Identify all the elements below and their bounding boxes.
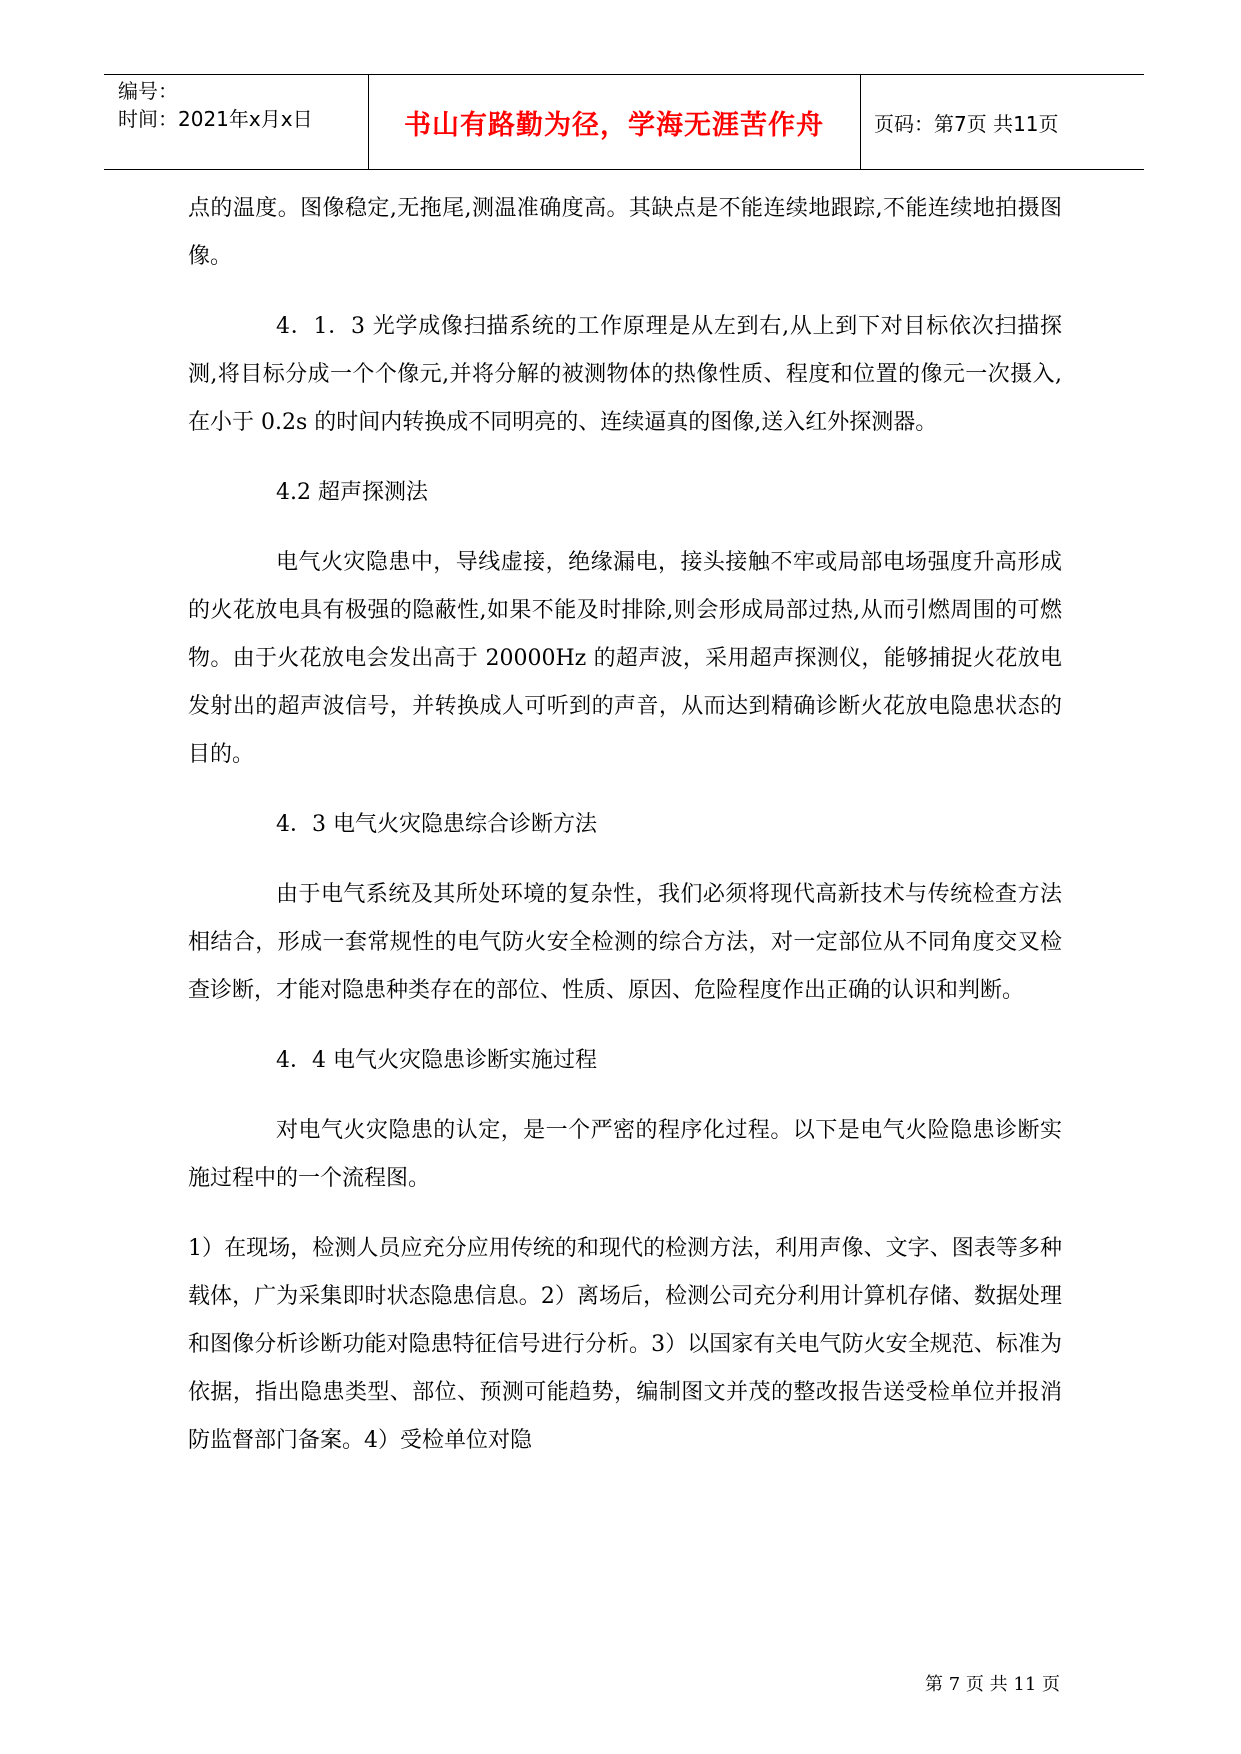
section-heading: 4．3 电气火灾隐患综合诊断方法: [276, 812, 597, 837]
paragraph: 点的温度。图像稳定,无拖尾,测温准确度高。其缺点是不能连续地跟踪,不能连续地拍摄图像。: [188, 196, 1062, 269]
paragraph: 对电气火灾隐患的认定，是一个严密的程序化过程。以下是电气火险隐患诊断实施过程中的一个流程图。: [188, 1118, 1062, 1191]
paragraph: 由于电气系统及其所处环境的复杂性，我们必须将现代高新技术与传统检查方法相结合，形成一套常规性的电气防火安全检测的综合方法，对一定部位从不同角度交叉检查诊断，才能对隐患种类存在的部位、性质、原因、危险程度作出正确的认识和判断。: [188, 882, 1062, 1003]
paragraph: 1）在现场，检测人员应充分应用传统的和现代的检测方法，利用声像、文字、图表等多种载体，广为采集即时状态隐患信息。2）离场后，检测公司充分利用计算机存储、数据处理和图像分析诊断功能对隐患特征信号进行分析。3）以国家有关电气防火安全规范、标准为依据，指出隐患类型、部位、预测可能趋势，编制图文并茂的整改报告送受检单位并报消防监督部门备案。4）受检单位对隐: [188, 1236, 1062, 1453]
paragraph: 电气火灾隐患中，导线虚接，绝缘漏电，接头接触不牢或局部电场强度升高形成的火花放电具有极强的隐蔽性,如果不能及时排除,则会形成局部过热,从而引燃周围的可燃物。由于火花放电会发出高于 20000Hz 的超声波，采用超声探测仪，能够捕捉火花放电发射出的超声波信号，并转换成人可听到的声音，从而达到精确诊断火花放电隐患状态的目的。: [188, 550, 1062, 767]
document-number: 编号：: [118, 79, 178, 103]
header-page-info: 页码：第7页 共11页: [874, 111, 1059, 136]
section-heading: 4.2 超声探测法: [276, 480, 428, 505]
header-meta: [118, 77, 313, 133]
document-header: [104, 74, 1144, 170]
document-time: 时间：2021年x月x日: [118, 107, 313, 131]
section-heading: 4．4 电气火灾隐患诊断实施过程: [276, 1048, 597, 1073]
header-motto: 书山有路勤为径，学海无涯苦作舟: [404, 109, 824, 141]
document-body: [188, 185, 1062, 1465]
header-divider: [860, 75, 861, 169]
paragraph: 4．1．3 光学成像扫描系统的工作原理是从左到右,从上到下对目标依次扫描探测,将目标分成一个个像元,并将分解的被测物体的热像性质、程度和位置的像元一次摄入,在小于 0.2s 的时间内转换成不同明亮的、连续逼真的图像,送入红外探测器。: [188, 314, 1062, 435]
page-footer: 第 7 页 共 11 页: [925, 1674, 1060, 1695]
